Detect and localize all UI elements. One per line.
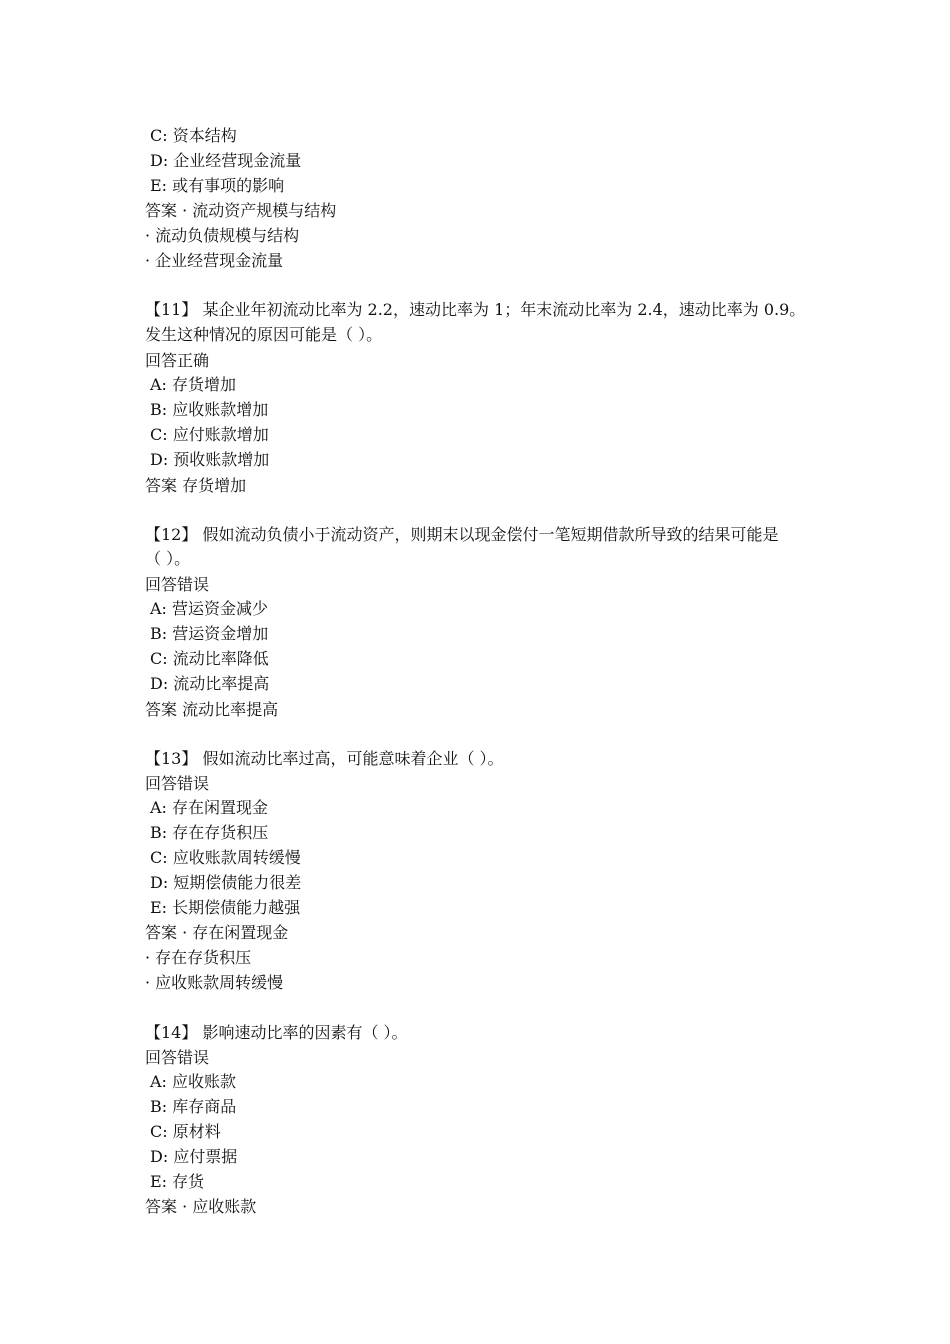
option-b: B: 库存商品 bbox=[150, 1097, 237, 1116]
option-e: E: 存货 bbox=[150, 1172, 205, 1191]
question-14-text: 【14】 影响速动比率的因素有（ ）。 bbox=[145, 1023, 408, 1042]
answer-line: 答案 · 流动资产规模与结构 bbox=[145, 201, 337, 220]
option-e: E: 或有事项的影响 bbox=[150, 176, 285, 195]
question-11-text-cont: 发生这种情况的原因可能是（ ）。 bbox=[145, 325, 383, 344]
option-d: D: 流动比率提高 bbox=[150, 674, 270, 693]
option-a: A: 存在闲置现金 bbox=[150, 798, 269, 817]
option-c: C: 原材料 bbox=[150, 1122, 221, 1141]
answer-line: · 流动负债规模与结构 bbox=[145, 226, 300, 245]
option-c: C: 应收账款周转缓慢 bbox=[150, 848, 301, 867]
option-d: D: 应付票据 bbox=[150, 1147, 238, 1166]
answer-line: · 应收账款周转缓慢 bbox=[145, 973, 284, 992]
question-12-result: 回答错误 bbox=[145, 575, 210, 594]
option-a: A: 应收账款 bbox=[150, 1072, 237, 1091]
question-11-text: 【11】 某企业年初流动比率为 2.2，速动比率为 1；年末流动比率为 2.4，速动比率为 0.9。 bbox=[145, 300, 806, 319]
option-c: C: 应付账款增加 bbox=[150, 425, 269, 444]
question-12-text: 【12】 假如流动负债小于流动资产，则期末以现金偿付一笔短期借款所导致的结果可能是 bbox=[145, 525, 779, 544]
answer-line: 答案 存货增加 bbox=[145, 476, 247, 495]
option-e: E: 长期偿债能力越强 bbox=[150, 898, 301, 917]
option-c: C: 资本结构 bbox=[150, 126, 237, 145]
option-b: B: 存在存货积压 bbox=[150, 823, 269, 842]
question-11-result: 回答正确 bbox=[145, 351, 210, 370]
option-b: B: 应收账款增加 bbox=[150, 400, 269, 419]
question-12-text-cont: （ ）。 bbox=[145, 549, 191, 568]
answer-line: 答案 · 存在闲置现金 bbox=[145, 923, 289, 942]
question-14-result: 回答错误 bbox=[145, 1048, 210, 1067]
answer-line: · 存在存货积压 bbox=[145, 948, 252, 967]
question-13-text: 【13】 假如流动比率过高，可能意味着企业（ ）。 bbox=[145, 749, 504, 768]
option-d: D: 预收账款增加 bbox=[150, 450, 270, 469]
option-a: A: 存货增加 bbox=[150, 375, 237, 394]
answer-line: 答案 流动比率提高 bbox=[145, 700, 279, 719]
question-13-result: 回答错误 bbox=[145, 774, 210, 793]
answer-line: · 企业经营现金流量 bbox=[145, 251, 284, 270]
option-d: D: 短期偿债能力很差 bbox=[150, 873, 302, 892]
option-b: B: 营运资金增加 bbox=[150, 624, 269, 643]
answer-line: 答案 · 应收账款 bbox=[145, 1197, 257, 1216]
option-c: C: 流动比率降低 bbox=[150, 649, 269, 668]
option-d: D: 企业经营现金流量 bbox=[150, 151, 302, 170]
option-a: A: 营运资金减少 bbox=[150, 599, 269, 618]
